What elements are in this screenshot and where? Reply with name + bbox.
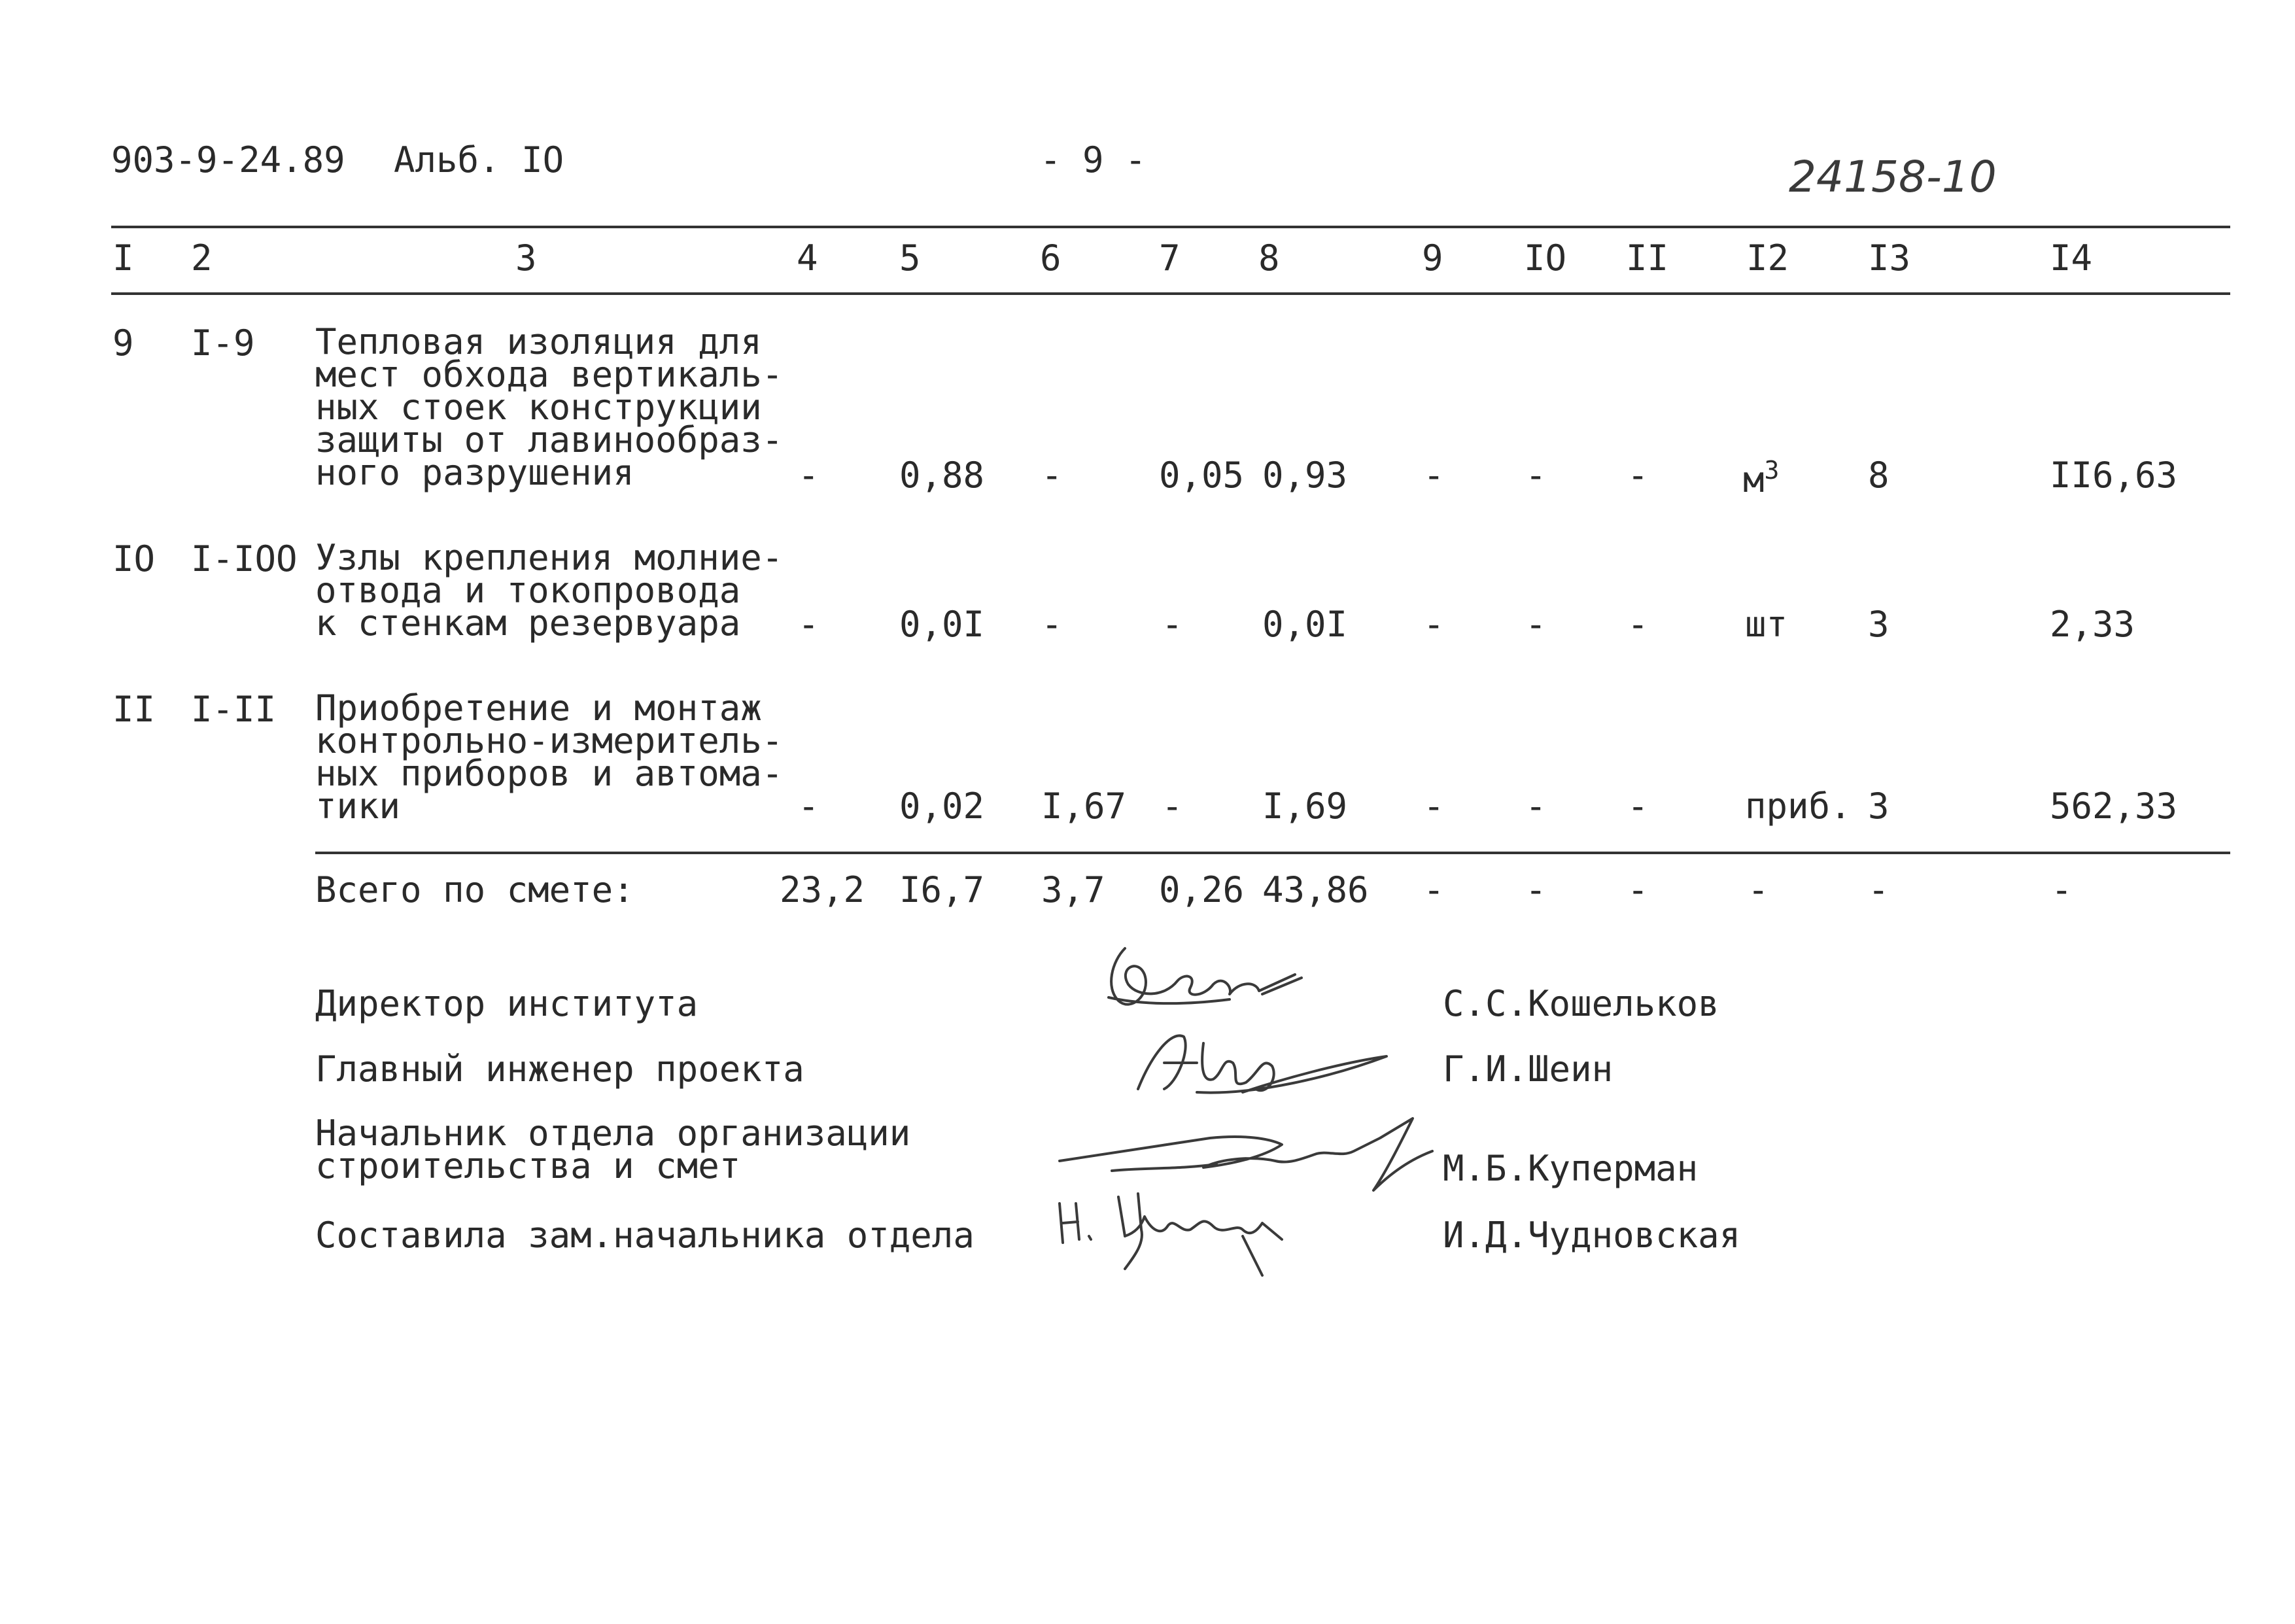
column-header: I4 [2050,237,2093,279]
column-header: 7 [1159,237,1181,279]
cell-col7: 0,05 [1159,455,1245,496]
cell-col6: I,67 [1041,786,1127,827]
document-code: 903-9-24.89 [111,139,345,181]
row-description: Узлы крепления молние- отвода и токопровода к стенкам резервуара [315,537,784,644]
handwritten-inventory-number: 24158-10 [1789,152,1997,202]
cell-col4: - [798,604,820,645]
column-header: II [1626,237,1669,279]
signature-compiler [1046,1177,1334,1282]
signer-position: Начальник отдела организации строительства и смет [315,1113,911,1186]
cell-col11: - [1627,604,1649,645]
column-header: I3 [1868,237,1911,279]
album-number: Альб. IO [394,139,564,181]
column-header: 2 [191,237,213,279]
total-col8: 43,86 [1262,869,1369,910]
cell-unit: шт [1745,604,1788,645]
cell-col4: - [798,455,820,496]
row-description: Приобретение и монтаж контрольно-измеритель- ных приборов и автома- тики [315,687,784,827]
total-col6: 3,7 [1041,869,1105,910]
column-header: 8 [1258,237,1280,279]
cell-col7: - [1162,604,1183,645]
total-col7: 0,26 [1159,869,1245,910]
row-number: IO [112,538,156,579]
cell-col11: - [1627,455,1649,496]
cell-col9: - [1423,455,1445,496]
total-col9: - [1423,869,1445,910]
total-col13: - [1868,869,1889,910]
signer-name: Г.И.Шеин [1443,1048,1613,1090]
cell-total: 2,33 [2050,604,2135,645]
column-header: 6 [1040,237,1061,279]
signer-name: С.С.Кошельков [1443,983,1719,1024]
total-col11: - [1627,869,1649,910]
column-header: 5 [899,237,921,279]
page-number: - 9 - [1040,139,1147,181]
signature-chief-engineer [1125,1017,1406,1109]
row-code: I-II [191,689,277,730]
signature-director [1099,935,1321,1020]
signer-position: Составила зам.начальника отдела [315,1215,975,1256]
signer-position: Директор института [315,983,699,1024]
column-header: I2 [1746,237,1789,279]
cell-col4: - [798,786,820,827]
row-code: I-IOO [191,538,298,579]
cell-col6: - [1041,455,1063,496]
cell-quantity: 8 [1868,455,1889,496]
cell-col5: 0,0I [899,604,985,645]
cell-total: 562,33 [2050,786,2178,827]
cell-col9: - [1423,786,1445,827]
table-top-rule [111,226,2230,228]
cell-col8: 0,0I [1262,604,1348,645]
signer-name: М.Б.Куперман [1443,1148,1699,1189]
cell-col10: - [1525,786,1547,827]
cell-col5: 0,88 [899,455,985,496]
cell-total: II6,63 [2050,455,2178,496]
column-header: 3 [515,237,537,279]
row-description: Тепловая изоляция для мест обхода вертикаль- ных стоек конструкции защиты от лавинообраз- ного разрушения [315,321,784,493]
column-header: IO [1524,237,1567,279]
cell-col7: - [1162,786,1183,827]
signer-name: И.Д.Чудновская [1443,1215,1741,1256]
cell-col10: - [1525,455,1547,496]
total-col4: 23,2 [780,869,865,910]
header-bottom-rule [111,292,2230,295]
cell-col11: - [1627,786,1649,827]
column-header: 9 [1422,237,1443,279]
cell-col8: 0,93 [1262,455,1348,496]
cell-col6: - [1041,604,1063,645]
totals-rule [315,852,2230,854]
cell-unit: приб. [1745,786,1852,827]
signer-position: Главный инженер проекта [315,1048,804,1090]
cell-quantity: 3 [1868,604,1889,645]
cell-col8: I,69 [1262,786,1348,827]
total-col5: I6,7 [899,869,985,910]
cell-col5: 0,02 [899,786,985,827]
totals-label: Всего по смете: [315,869,634,910]
row-code: I-9 [191,322,255,364]
total-col10: - [1525,869,1547,910]
cell-col10: - [1525,604,1547,645]
cell-quantity: 3 [1868,786,1889,827]
total-col14: - [2051,869,2073,910]
cell-col9: - [1423,604,1445,645]
cell-unit: $м^3$ [1743,456,1780,500]
row-number: 9 [112,322,134,364]
column-header: I [112,237,134,279]
row-number: II [112,689,156,730]
total-col12: - [1748,869,1769,910]
column-header: 4 [797,237,818,279]
